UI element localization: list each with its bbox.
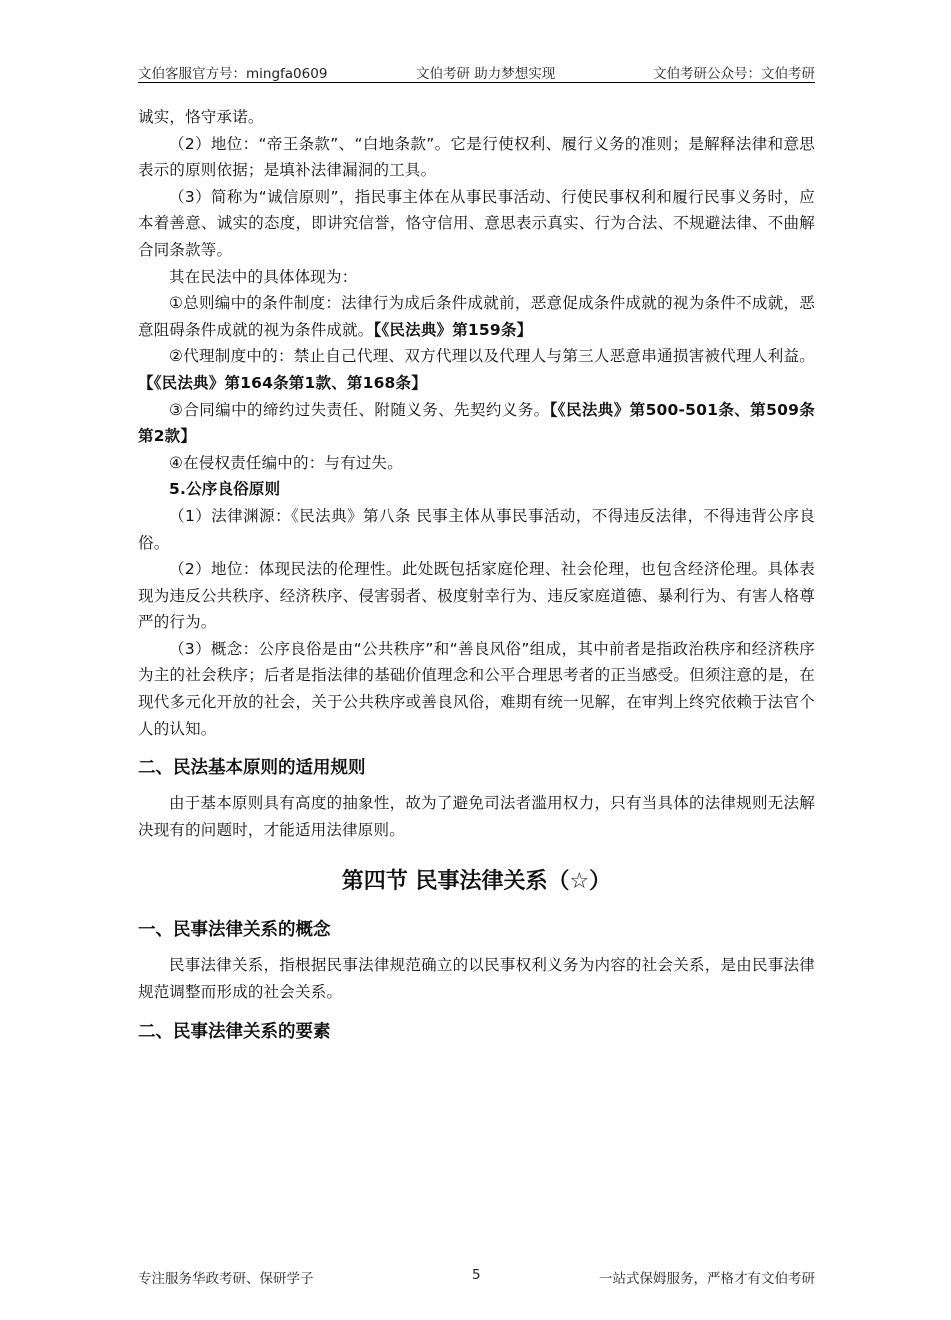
law-reference: 【《民法典》第159条】	[373, 320, 533, 339]
page-number: 5	[472, 1267, 481, 1283]
paragraph: （1）法律渊源：《民法典》第八条 民事主体从事民事活动，不得违反法律，不得违背公序良俗。	[138, 506, 815, 552]
paragraph-text: ②代理制度中的：禁止自己代理、双方代理以及代理人与第三人恶意串通损害被代理人利益。	[169, 347, 815, 366]
header-right: 文伯考研公众号：文伯考研	[653, 66, 815, 82]
law-reference: 【《民法典》第500-501条、第509条第2款】	[138, 400, 815, 446]
page-content	[138, 104, 815, 1054]
header-left: 文伯客服官方号：mingfa0609	[138, 66, 328, 82]
paragraph-text: ③合同编中的缔约过失责任、附随义务、先契约义务。	[169, 400, 550, 419]
paragraph: （3）概念：公序良俗是由“公共秩序”和“善良风俗”组成，其中前者是指政治秩序和经济秩序为主的社会秩序；后者是指法律的基础价值理念和公平合理思考者的正当感受。但须注意的是，在现代多元化开放的社会，关于公共秩序或善良风俗，难期有统一见解，在审判上终究依赖于法官个人的认知。	[138, 639, 815, 738]
section-heading: 二、民事法律关系的要素	[138, 1021, 331, 1042]
chapter-title: 第四节 民事法律关系（☆）	[341, 869, 612, 895]
section-heading: 一、民事法律关系的概念	[138, 920, 331, 941]
paragraph	[138, 343, 815, 396]
paragraph: （2）地位：体现民法的伦理性。此处既包括家庭伦理、社会伦理，也包含经济伦理。具体表现为违反公共秩序、经济秩序、侵害弱者、极度射幸行为、违反家庭道德、暴利行为、有害人格尊严的行为。	[138, 560, 815, 632]
paragraph	[138, 290, 815, 343]
paragraph: 其在民法中的具体体现为：	[169, 267, 358, 286]
page-header	[138, 58, 815, 83]
paragraph: 民事法律关系，指根据民事法律规范确立的以民事权利义务为内容的社会关系，是由民事法律规范调整而形成的社会关系。	[138, 956, 815, 1002]
paragraph: ④在侵权责任编中的：与有过失。	[169, 453, 403, 472]
header-center: 文伯考研 助力梦想实现	[416, 66, 556, 82]
paragraph: （3）简称为“诚信原则”，指民事主体在从事民事活动、行使民事权利和履行民事义务时，应本着善意、诚实的态度，即讲究信誉，恪守信用、意思表示真实、行为合法、不规避法律、不曲解合同条款等。	[138, 187, 815, 259]
paragraph: 诚实，恪守承诺。	[138, 108, 264, 126]
subsection-title: 5.公序良俗原则	[169, 480, 281, 499]
paragraph	[138, 397, 815, 450]
footer-right: 一站式保姆服务，严格才有文伯考研	[599, 1271, 815, 1287]
paragraph-text: ①总则编中的条件制度：法律行为成后条件成就前，恶意促成条件成就的视为条件不成就，恶意阻碍条件成就的视为条件成就。	[138, 294, 815, 339]
section-heading: 二、民法基本原则的适用规则	[138, 758, 366, 779]
paragraph: （2）地位：“帝王条款”、“白地条款”。它是行使权利、履行义务的准则；是解释法律和意思表示的原则依据；是填补法律漏洞的工具。	[138, 134, 815, 180]
footer-left: 专注服务华政考研、保研学子	[138, 1271, 314, 1287]
paragraph: 由于基本原则具有高度的抽象性，故为了避免司法者滥用权力，只有当具体的法律规则无法解决现有的问题时，才能适用法律原则。	[138, 794, 815, 839]
law-reference: 【《民法典》第164条第1款、第168条】	[138, 373, 427, 392]
